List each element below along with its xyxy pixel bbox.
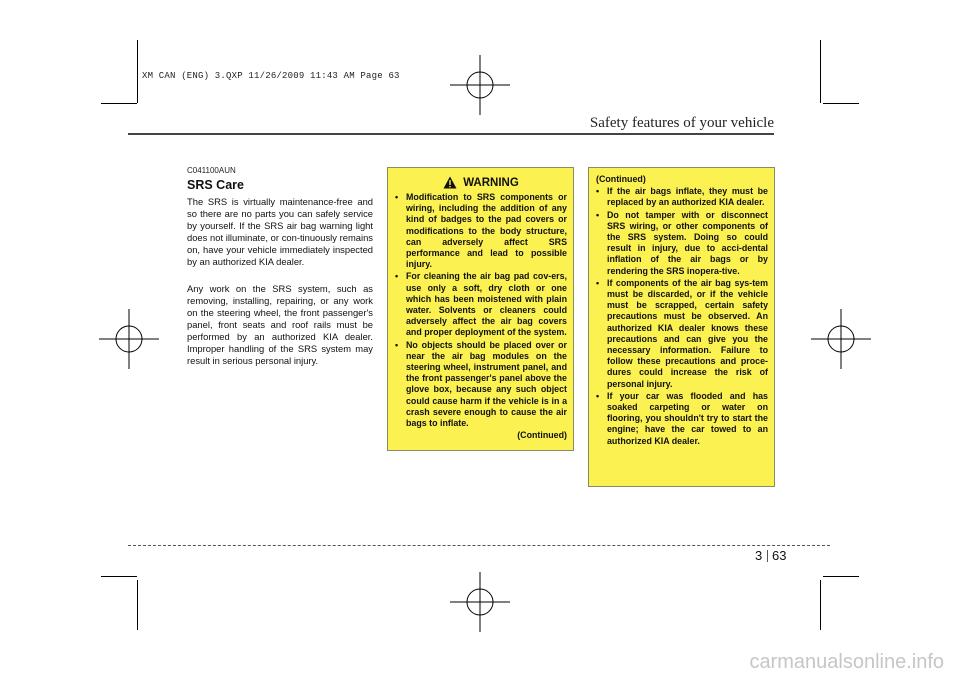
bullet: •: [596, 390, 600, 401]
header-rule: [128, 133, 774, 135]
list-item: • Do not tamper with or disconnect SRS wiring, or other components of the SRS system. Doing so could result in injury, due to acci-dental inflation of the air bags or by rendering the SRS inopera-tive.: [596, 209, 768, 276]
bullet: •: [596, 277, 600, 288]
continued-label: (Continued): [517, 430, 567, 441]
page-number-divider: [767, 550, 768, 562]
bullet: •: [395, 192, 399, 202]
list-item: • If the air bags inflate, they must be replaced by an authorized KIA dealer.: [596, 186, 768, 208]
crop-mark: [101, 103, 137, 104]
list-item: • Modification to SRS components or wiring, including the addition of any kind of badges to the pad covers or modifications to the body structure, can adversely affect SRS performance and lead to possible injury.: [395, 192, 567, 270]
crop-mark: [101, 576, 137, 577]
registration-crosshair-icon: [450, 55, 510, 115]
bullet: •: [395, 271, 399, 282]
print-file-header: XM CAN (ENG) 3.QXP 11/26/2009 11:43 AM Page 63: [142, 71, 400, 81]
warning-list: [395, 192, 567, 429]
crop-mark: [820, 40, 821, 103]
warning-box: [387, 167, 574, 451]
warning-title: WARNING: [463, 176, 519, 189]
registration-crosshair-icon: [811, 309, 871, 369]
paragraph: The SRS is virtually maintenance-free and so there are no parts you can safely service by yourself. If the SRS air bag warning light does not illuminate, or con-tinuously remains on, have your vehicle immediately inspected by an authorized KIA dealer.: [187, 196, 373, 267]
bullet: •: [596, 209, 600, 220]
warning-header: [395, 176, 567, 189]
list-item: • No objects should be placed over or near the air bag modules on the steering wheel, instrument panel, and the front passenger's panel above the glove box, because any such object could cause harm if the vehicle is in a crash severe enough to cause the air bags to inflate.: [395, 339, 567, 429]
page-number: 63: [772, 548, 787, 563]
crop-mark: [823, 103, 859, 104]
content-code: C041100AUN: [187, 166, 236, 175]
watermark: carmanualsonline.info: [749, 651, 944, 673]
registration-crosshair-icon: [99, 309, 159, 369]
continued-heading: (Continued): [596, 174, 646, 184]
bullet: •: [395, 339, 399, 350]
section-title: Safety features of your vehicle: [589, 115, 774, 131]
chapter-number: 3: [755, 548, 763, 563]
crop-mark: [820, 580, 821, 630]
srs-care-heading: SRS Care: [187, 178, 244, 192]
list-item: • If components of the air bag sys-tem must be discarded, or if the vehicle must be scrapped, certain safety precautions must be observed. An authorized KIA dealer knows these precautions and can give you the necessary information. Failure to follow these precautions and proce-dures could increase the risk of personal injury.: [596, 277, 768, 389]
continued-list: [596, 186, 768, 447]
registration-crosshair-icon: [450, 572, 510, 632]
continued-box: [588, 167, 775, 487]
list-item: • For cleaning the air bag pad cov-ers, use only a soft, dry cloth or one which has been moistened with plain water. Solvents or cleaners could adversely affect the air bag covers and proper deployment of the system.: [395, 271, 567, 338]
crop-mark: [137, 580, 138, 630]
list-item: • If your car was flooded and has soaked carpeting or water on flooring, you shouldn't try to start the engine; have the car towed to an authorized KIA dealer.: [596, 390, 768, 446]
paragraph: Any work on the SRS system, such as removing, installing, repairing, or any work on the steering wheel, the front passenger's panel, front seats and roof rails must be performed by an authorized KIA dealer. Improper handling of the SRS system may result in serious personal injury.: [187, 283, 373, 366]
crop-mark: [137, 40, 138, 103]
crop-mark: [823, 576, 859, 577]
bullet: •: [596, 186, 600, 197]
warning-triangle-icon: [443, 176, 457, 189]
footer-dashed-rule: [128, 545, 830, 546]
